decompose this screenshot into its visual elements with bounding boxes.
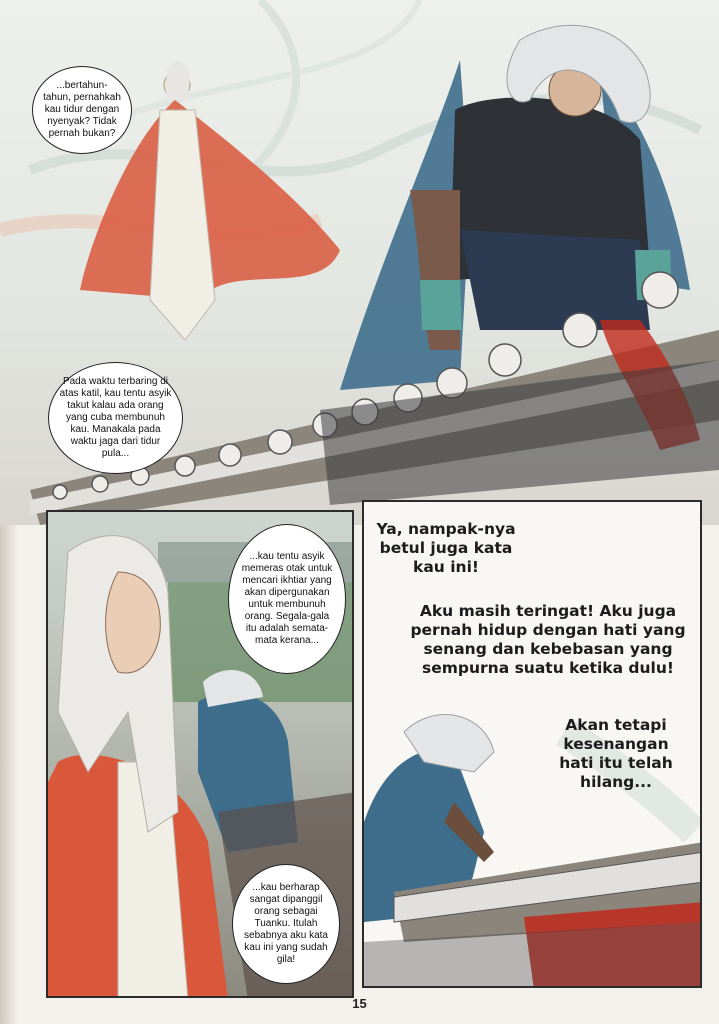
speech-bubble-sleep xyxy=(48,362,183,474)
caption-agree xyxy=(372,520,520,577)
page-number: 15 xyxy=(352,996,367,1011)
caption-remember xyxy=(408,602,688,678)
speech-bubble-years xyxy=(32,66,132,154)
speech-text-sleep: Pada waktu terbaring di atas katil, kau tentu asyik takut kalau ada orang yang cuba membunuh kau. Manakala pada waktu jaga dari tidur pula... xyxy=(59,376,172,459)
speech-bubble-tuanku xyxy=(232,864,340,984)
caption-text-remember: Aku masih teringat! Aku juga pernah hidup dengan hati yang senang dan kebebasan yang sempurna suatu ketika dulu! xyxy=(410,602,686,677)
speech-text-years: ...bertahun-tahun, pernahkah kau tidur dengan nyenyak? Tidak pernah bukan? xyxy=(43,80,121,139)
caption-text-agree: Ya, nampak-nya betul juga kata kau ini! xyxy=(376,520,516,576)
speech-text-tuanku: ...kau berharap sangat dipanggil orang sebagai Tuanku. Itulah sebabnya aku kata kau ini yang sudah gila! xyxy=(244,882,328,965)
wind-swirl xyxy=(110,0,420,120)
speech-text-scheming: ...kau tentu asyik memeras otak untuk mencari ikhtiar yang akan dipergunakan untuk membunuh orang. Segala-gala itu adalah semata-mata kerana... xyxy=(241,551,333,646)
panel-bottom-left xyxy=(46,510,354,998)
caption-text-lost: Akan tetapi kesenangan hati itu telah hilang... xyxy=(559,716,673,791)
speech-bubble-scheming xyxy=(228,524,346,674)
wind-swirl xyxy=(240,0,296,180)
caption-lost xyxy=(546,716,686,792)
panel-bottom-right xyxy=(362,500,702,988)
